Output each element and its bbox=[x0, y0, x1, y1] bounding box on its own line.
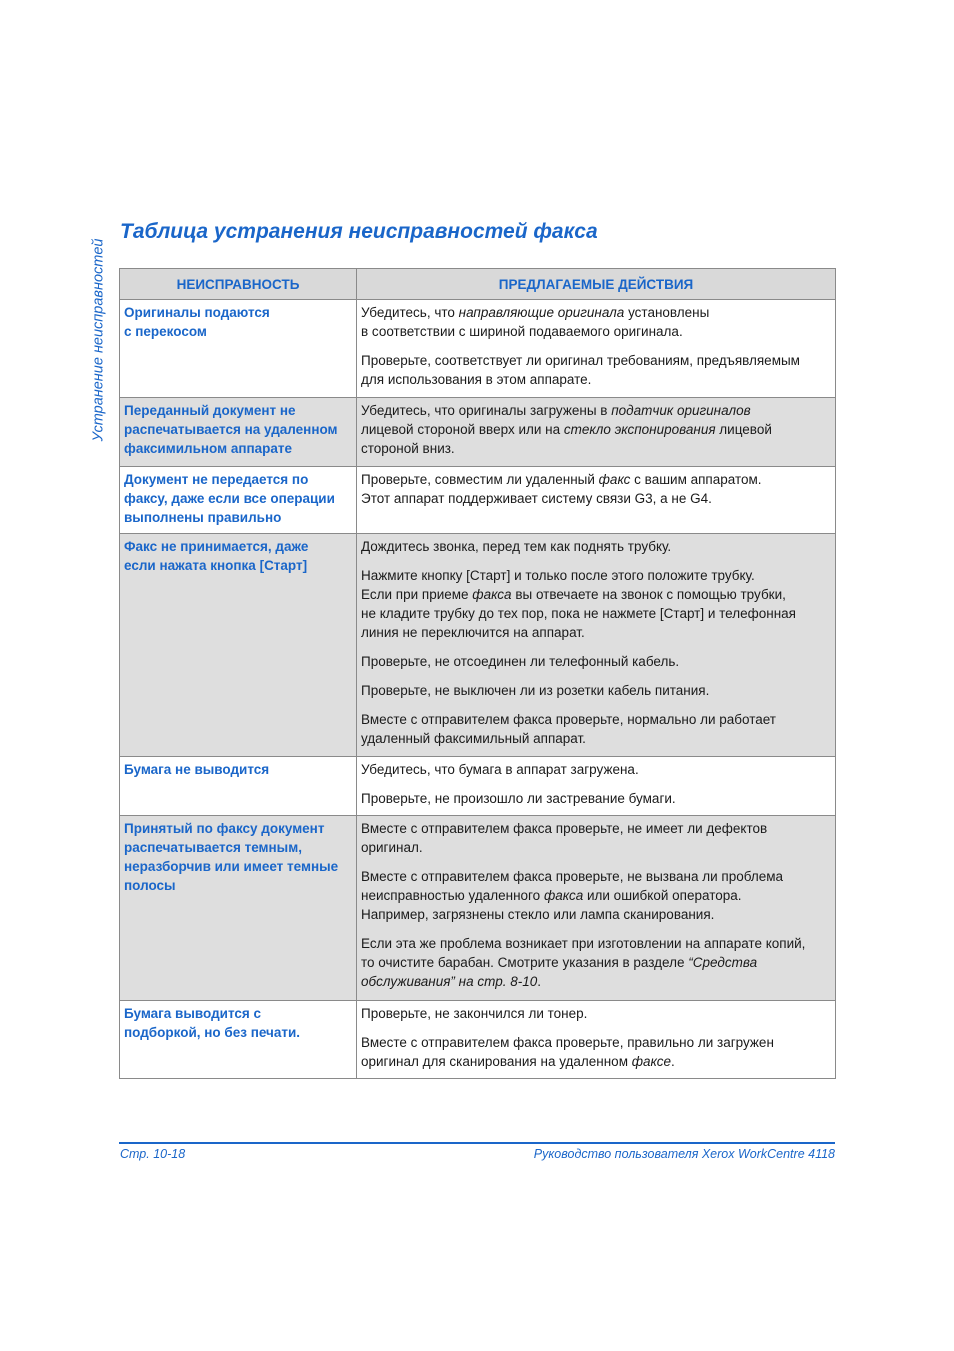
problem-text-line: распечатывается темным, bbox=[124, 840, 302, 855]
action-paragraph bbox=[361, 1033, 831, 1071]
table-row bbox=[120, 1001, 836, 1079]
action-paragraph bbox=[361, 401, 831, 458]
problem-cell bbox=[120, 398, 357, 467]
action-text: в соответствии с шириной подаваемого оригинала. bbox=[361, 324, 683, 339]
problem-text-line: с перекосом bbox=[124, 324, 207, 339]
side-section-label: Устранение неисправностей bbox=[90, 238, 106, 442]
action-text: лицевой стороной вверх или на bbox=[361, 422, 564, 437]
problem-text-line: распечатывается на удаленном bbox=[124, 422, 338, 437]
action-text: оригинал. bbox=[361, 840, 423, 855]
table-row bbox=[120, 534, 836, 757]
footer-page-number: Стр. 10-18 bbox=[120, 1147, 186, 1161]
action-paragraph bbox=[361, 303, 831, 341]
action-paragraph bbox=[361, 351, 831, 389]
action-text: . bbox=[537, 974, 541, 989]
problem-text-line: факсу, даже если все операции bbox=[124, 491, 335, 506]
action-text: Убедитесь, что бумага в аппарат загружена. bbox=[361, 762, 639, 777]
problem-text-line: выполнены правильно bbox=[124, 510, 282, 525]
problem-text-line: Переданный документ не bbox=[124, 403, 296, 418]
problem-cell bbox=[120, 534, 357, 757]
table-row bbox=[120, 300, 836, 398]
action-text: лицевой bbox=[715, 422, 772, 437]
actions-cell bbox=[357, 398, 836, 467]
action-emphasis-text: обслуживания” на стр. 8-10 bbox=[361, 974, 538, 989]
action-paragraph bbox=[361, 681, 831, 700]
action-text: Вместе с отправителем факса проверьте, правильно ли загружен bbox=[361, 1035, 774, 1050]
problem-text-line: если нажата кнопка [Старт] bbox=[124, 558, 308, 573]
action-text: Убедитесь, что bbox=[361, 305, 459, 320]
actions-cell bbox=[357, 757, 836, 816]
problem-cell bbox=[120, 816, 357, 1001]
action-emphasis-text: “Средства bbox=[688, 955, 758, 970]
action-paragraph bbox=[361, 652, 831, 671]
action-emphasis-text: податчик оригиналов bbox=[611, 403, 751, 418]
problem-cell bbox=[120, 757, 357, 816]
action-text: Вместе с отправителем факса проверьте, не имеет ли дефектов bbox=[361, 821, 768, 836]
action-text: Например, загрязнены стекло или лампа сканирования. bbox=[361, 907, 715, 922]
problem-text-line: Принятый по факсу документ bbox=[124, 821, 325, 836]
action-emphasis-text: факса bbox=[472, 587, 512, 602]
table-row bbox=[120, 816, 836, 1001]
action-paragraph bbox=[361, 789, 831, 808]
problem-cell bbox=[120, 467, 357, 534]
troubleshooting-table bbox=[119, 268, 836, 1079]
action-text: Вместе с отправителем факса проверьте, не вызвана ли проблема bbox=[361, 869, 784, 884]
action-paragraph bbox=[361, 867, 831, 924]
problem-text-line: полосы bbox=[124, 878, 176, 893]
footer-divider bbox=[119, 1142, 835, 1144]
problem-text-line: Бумага не выводится bbox=[124, 762, 270, 777]
action-text: или ошибкой оператора. bbox=[583, 888, 742, 903]
footer-manual-title: Руководство пользователя Xerox WorkCentre 4118 bbox=[533, 1147, 835, 1161]
problem-cell bbox=[120, 1001, 357, 1079]
action-text: Если эта же проблема возникает при изготовлении на аппарате копий, bbox=[361, 936, 806, 951]
problem-text-line: неразборчив или имеет темные bbox=[124, 859, 339, 874]
action-text: Убедитесь, что оригиналы загружены в bbox=[361, 403, 612, 418]
action-paragraph bbox=[361, 470, 831, 508]
action-text: . bbox=[671, 1054, 675, 1069]
action-text: Вместе с отправителем факса проверьте, нормально ли работает bbox=[361, 712, 776, 727]
action-text: для использования в этом аппарате. bbox=[361, 372, 592, 387]
action-text: Нажмите кнопку [Старт] и только после этого положите трубку. bbox=[361, 568, 755, 583]
action-text: неисправностью удаленного bbox=[361, 888, 544, 903]
action-text: Проверьте, не отсоединен ли телефонный кабель. bbox=[361, 654, 680, 669]
action-text: Если при приеме bbox=[361, 587, 473, 602]
table-header-row bbox=[120, 269, 836, 300]
action-text: вы отвечаете на звонок с помощью трубки, bbox=[511, 587, 786, 602]
problem-text-line: Документ не передается по bbox=[124, 472, 309, 487]
action-emphasis-text: факса bbox=[543, 888, 584, 903]
action-paragraph bbox=[361, 537, 831, 556]
action-paragraph bbox=[361, 1004, 831, 1023]
problem-cell bbox=[120, 300, 357, 398]
actions-cell bbox=[357, 1001, 836, 1079]
action-emphasis-text: стекло экспонирования bbox=[563, 422, 716, 437]
action-paragraph bbox=[361, 566, 831, 642]
action-paragraph bbox=[361, 934, 831, 991]
action-text: Проверьте, не закончился ли тонер. bbox=[361, 1006, 588, 1021]
action-text: удаленный факсимильный аппарат. bbox=[361, 731, 586, 746]
problem-text-line: подборкой, но без печати. bbox=[124, 1025, 301, 1040]
action-text: линия не переключится на аппарат. bbox=[361, 625, 585, 640]
action-text: стороной вниз. bbox=[361, 441, 455, 456]
header-problem: НЕИСПРАВНОСТЬ bbox=[120, 269, 357, 300]
header-actions: ПРЕДЛАГАЕМЫЕ ДЕЙСТВИЯ bbox=[357, 269, 836, 300]
action-text: Дождитесь звонка, перед тем как поднять трубку. bbox=[361, 539, 672, 554]
table-row bbox=[120, 398, 836, 467]
action-text: Этот аппарат поддерживает систему связи G3, а не G4. bbox=[361, 491, 712, 506]
actions-cell bbox=[357, 300, 836, 398]
action-paragraph bbox=[361, 819, 831, 857]
action-text: установлены bbox=[624, 305, 710, 320]
action-paragraph bbox=[361, 760, 831, 779]
table-row bbox=[120, 757, 836, 816]
action-emphasis-text: факсе bbox=[631, 1054, 672, 1069]
problem-text-line: факсимильном аппарате bbox=[124, 441, 293, 456]
table-row bbox=[120, 467, 836, 534]
actions-cell bbox=[357, 467, 836, 534]
action-text: Проверьте, не произошло ли застревание бумаги. bbox=[361, 791, 676, 806]
action-paragraph bbox=[361, 710, 831, 748]
action-text: Проверьте, совместим ли удаленный bbox=[361, 472, 599, 487]
action-emphasis-text: направляющие оригинала bbox=[458, 305, 625, 320]
problem-text-line: Оригиналы подаются bbox=[124, 305, 270, 320]
action-emphasis-text: факс bbox=[598, 472, 631, 487]
actions-cell bbox=[357, 816, 836, 1001]
page-title: Таблица устранения неисправностей факса bbox=[120, 220, 598, 243]
actions-cell bbox=[357, 534, 836, 757]
action-text: Проверьте, не выключен ли из розетки кабель питания. bbox=[361, 683, 710, 698]
action-text: не кладите трубку до тех пор, пока не нажмете [Старт] и телефонная bbox=[361, 606, 796, 621]
problem-text-line: Факс не принимается, даже bbox=[124, 539, 309, 554]
action-text: оригинал для сканирования на удаленном bbox=[361, 1054, 632, 1069]
action-text: Проверьте, соответствует ли оригинал требованиям, предъявляемым bbox=[361, 353, 800, 368]
action-text: то очистите барабан. Смотрите указания в разделе bbox=[361, 955, 689, 970]
problem-text-line: Бумага выводится с bbox=[124, 1006, 262, 1021]
action-text: с вашим аппаратом. bbox=[630, 472, 762, 487]
side-section-tab bbox=[86, 226, 110, 454]
